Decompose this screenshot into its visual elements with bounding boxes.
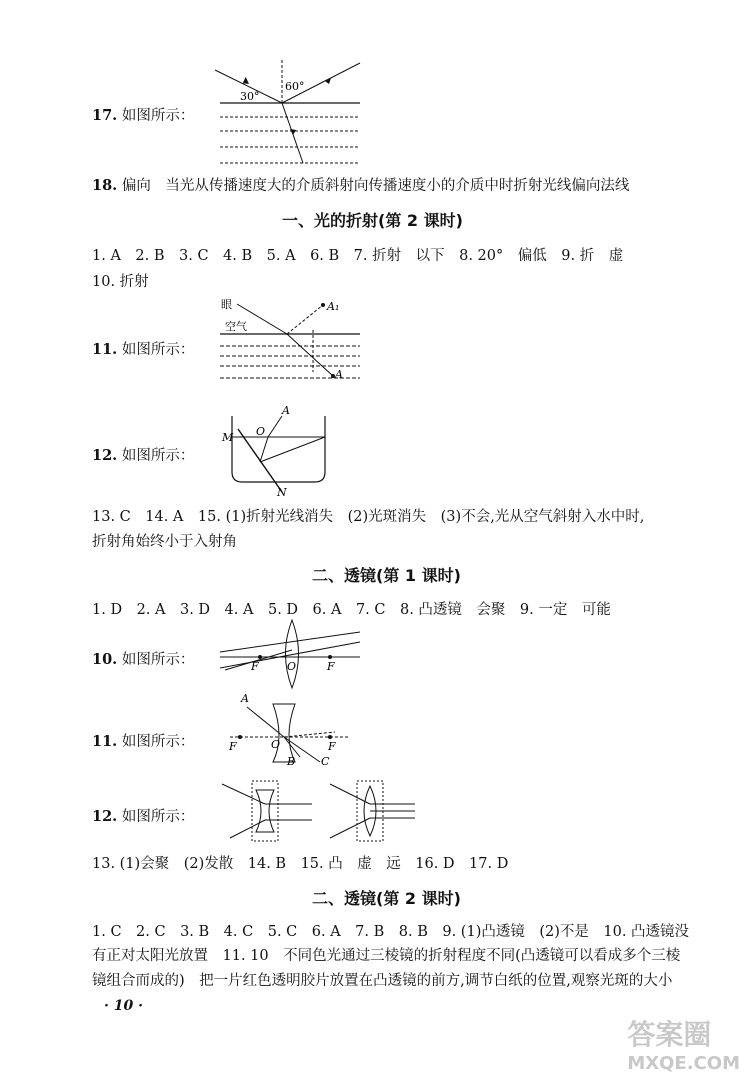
q18-number: 18.	[92, 177, 118, 194]
q12b-diagram	[220, 776, 420, 846]
label-f-right: F	[327, 660, 335, 673]
q17-label	[92, 104, 194, 125]
label-a: A	[335, 368, 343, 381]
eye-label: 眼	[221, 298, 232, 311]
label-o: O	[287, 660, 297, 673]
q17-text: 如图所示：	[121, 108, 195, 124]
section-title-lens-2: 二、透镜(第 2 课时)	[312, 889, 461, 908]
label-o: O	[256, 425, 266, 438]
label-n: N	[277, 486, 287, 499]
label-a: A	[282, 404, 290, 417]
watermark-line1: 答案圈	[627, 1018, 712, 1051]
answers-row-5: 1. D 2. A 3. D 4. A 5. D 6. A 7. C 8. 凸透镜 会聚 9. 一定 可能	[92, 602, 611, 618]
q10b-number: 10.	[92, 651, 118, 668]
q11a-diagram	[215, 290, 365, 400]
label-b: B	[287, 755, 296, 768]
watermark-line2: MXQE.COM	[627, 1053, 740, 1074]
q12b-text: 如图所示：	[121, 809, 195, 825]
q12b-label	[92, 805, 194, 826]
q10b-text: 如图所示：	[121, 652, 195, 668]
answers-row-7: 1. C 2. C 3. B 4. C 5. C 6. A 7. B 8. B 9. (1)凸透镜 (2)不是 10. 凸透镜没	[92, 924, 690, 940]
q12a-diagram	[220, 404, 340, 499]
label-o: O	[271, 738, 281, 751]
label-c: C	[321, 755, 330, 768]
answers-row-4: 折射角始终小于入射角	[92, 534, 237, 550]
q10b-diagram	[215, 620, 365, 690]
label-f-left: F	[229, 740, 237, 753]
label-f-right: F	[328, 740, 336, 753]
section-title-lens-1: 二、透镜(第 1 课时)	[312, 566, 461, 585]
q11b-diagram	[225, 692, 355, 768]
q11b-number: 11.	[92, 733, 118, 750]
q17-number: 17.	[92, 107, 118, 124]
answers-row-3: 13. C 14. A 15. (1)折射光线消失 (2)光斑消失 (3)不会,光从空气斜射入水中时,	[92, 509, 645, 525]
answers-row-1: 1. A 2. B 3. C 4. B 5. A 6. B 7. 折射 以下 8. 20° 偏低 9. 折 虚	[92, 248, 624, 264]
q11a-number: 11.	[92, 341, 118, 358]
air-label: 空气	[225, 320, 247, 333]
q17-diagram	[215, 55, 365, 170]
q12a-label	[92, 444, 194, 465]
q11a-label	[92, 338, 194, 359]
section-title-refraction-2: 一、光的折射(第 2 课时)	[282, 211, 463, 230]
label-m: M	[222, 431, 234, 444]
answers-row-6: 13. (1)会聚 (2)发散 14. B 15. 凸 虚 远 16. D 17. D	[92, 856, 509, 872]
q17-angle-left: 30°	[240, 90, 260, 103]
page-number: · 10 ·	[104, 998, 143, 1014]
q12b-number: 12.	[92, 808, 118, 825]
watermark	[627, 1013, 740, 1074]
label-f-left: F	[251, 660, 259, 673]
answers-row-9: 镜组合而成的) 把一片红色透明胶片放置在凸透镜的前方,调节白纸的位置,观察光斑的大小	[92, 973, 673, 989]
q11a-text: 如图所示：	[121, 342, 195, 358]
answers-row-2: 10. 折射	[92, 274, 149, 290]
label-a: A	[241, 692, 249, 705]
label-a1: A₁	[327, 300, 340, 313]
answers-row-8: 有正对太阳光放置 11. 10 不同色光通过三棱镜的折射程度不同(凸透镜可以看成多个三棱	[92, 948, 681, 964]
q12a-text: 如图所示：	[121, 448, 195, 464]
q11b-text: 如图所示：	[121, 734, 195, 750]
q12a-number: 12.	[92, 447, 118, 464]
q10b-label	[92, 648, 194, 669]
q18-line	[92, 174, 629, 195]
q11b-label	[92, 730, 194, 751]
q18-text: 偏向 当光从传播速度大的介质斜射向传播速度小的介质中时折射光线偏向法线	[121, 178, 630, 194]
q17-angle-right: 60°	[285, 80, 305, 93]
